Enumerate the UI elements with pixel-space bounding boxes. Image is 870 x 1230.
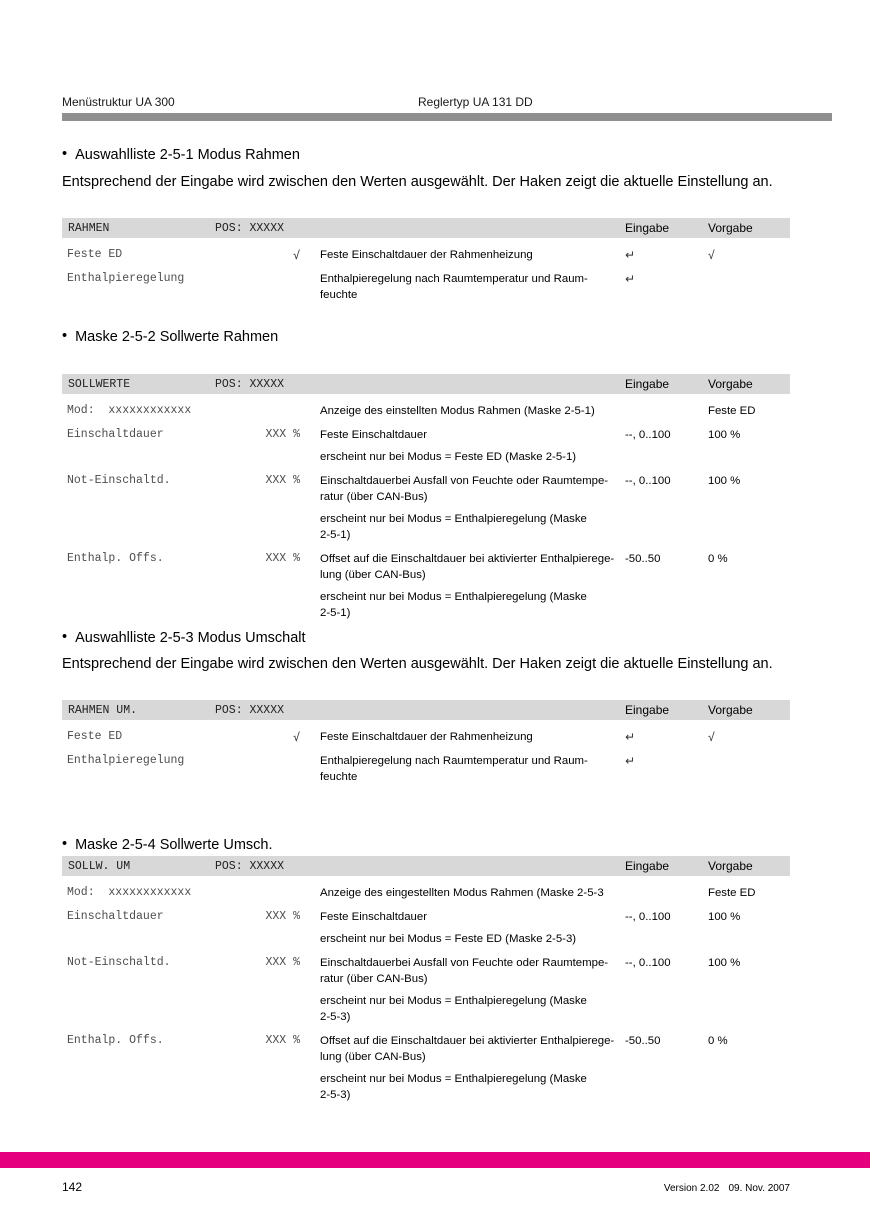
param-value: XXX % <box>265 910 300 923</box>
description-line: Einschaltdauerbei Ausfall von Feuchte oder Raumtempe- <box>320 475 609 487</box>
table-row <box>62 427 790 465</box>
vorgabe-value: 0 % <box>708 553 728 565</box>
description-line: Einschaltdauerbei Ausfall von Feuchte oder Raumtempe- <box>320 957 609 969</box>
param-label: Not-Einschaltd. <box>67 474 171 487</box>
header-rule <box>62 113 832 121</box>
eingabe-value: --, 0..100 <box>625 475 671 487</box>
enter-key-icon: ↵ <box>625 272 636 286</box>
description-line: 2-5-1) <box>320 607 351 619</box>
eingabe-value: --, 0..100 <box>625 911 671 923</box>
bullet-icon: • <box>62 146 68 162</box>
col-header-eingabe: Eingabe <box>625 703 670 717</box>
param-table <box>62 700 790 785</box>
eingabe-value: --, 0..100 <box>625 429 671 441</box>
table-row <box>62 729 790 745</box>
description-line: erscheint nur bei Modus = Enthalpieregelung (Maske <box>320 513 587 525</box>
description-paragraph <box>320 403 617 419</box>
description-line: 2-5-3) <box>320 1011 351 1023</box>
description-line: lung (über CAN-Bus) <box>320 569 426 581</box>
description-line: erscheint nur bei Modus = Enthalpieregelung (Maske <box>320 995 587 1007</box>
table-row <box>62 753 790 785</box>
param-table <box>62 856 790 1103</box>
section-heading <box>62 328 278 346</box>
row-description <box>320 247 617 263</box>
description-line: Feste Einschaltdauer <box>320 911 428 923</box>
section-heading <box>62 146 300 164</box>
section-intro: Entsprechend der Eingabe wird zwischen den Werten ausgewählt. Der Haken zeigt die aktuelle Einstellung an. <box>62 174 773 190</box>
description-line: feuchte <box>320 289 358 301</box>
table-title: SOLLWERTE <box>68 377 131 391</box>
description-paragraph <box>320 909 617 925</box>
description-paragraph <box>320 753 617 785</box>
section-heading-text: Auswahlliste 2-5-3 Modus Umschalt <box>75 630 306 646</box>
row-description <box>320 1033 617 1103</box>
enter-key-icon: ↵ <box>625 730 636 744</box>
section-heading-text: Maske 2-5-2 Sollwerte Rahmen <box>75 329 279 345</box>
description-paragraph <box>320 993 617 1025</box>
row-description <box>320 551 617 621</box>
check-icon: √ <box>708 248 715 262</box>
check-icon: √ <box>708 730 715 744</box>
description-paragraph <box>320 551 617 583</box>
table-header-row <box>62 856 790 876</box>
table-pos: POS: XXXXX <box>215 377 285 391</box>
version-info <box>664 1183 790 1194</box>
eingabe-value: -50..50 <box>625 553 661 565</box>
description-line: ratur (über CAN-Bus) <box>320 973 428 985</box>
section-heading <box>62 836 273 854</box>
param-value: XXX % <box>265 474 300 487</box>
row-description <box>320 403 617 419</box>
description-line: lung (über CAN-Bus) <box>320 1051 426 1063</box>
description-line: erscheint nur bei Modus = Feste ED (Maske 2-5-1) <box>320 451 577 463</box>
param-label: Enthalp. Offs. <box>67 1034 164 1047</box>
version-date: 09. Nov. 2007 <box>728 1183 790 1194</box>
enter-key-icon: ↵ <box>625 248 636 262</box>
col-header-eingabe: Eingabe <box>625 377 670 391</box>
table-header-row <box>62 374 790 394</box>
running-header-right: Reglertyp UA 131 DD <box>418 95 533 109</box>
description-line: erscheint nur bei Modus = Enthalpieregelung (Maske <box>320 1073 587 1085</box>
section-heading-text: Auswahlliste 2-5-1 Modus Rahmen <box>75 147 300 163</box>
table-header-row <box>62 218 790 238</box>
description-paragraph <box>320 729 617 745</box>
param-label: Mod: xxxxxxxxxxxx <box>67 886 192 899</box>
row-description <box>320 753 617 785</box>
table-row <box>62 473 790 543</box>
col-header-vorgabe: Vorgabe <box>708 377 753 391</box>
param-table <box>62 374 790 621</box>
description-line: Offset auf die Einschaltdauer bei aktivierter Enthalpierege- <box>320 1035 615 1047</box>
param-label: Einschaltdauer <box>67 428 164 441</box>
description-paragraph <box>320 271 617 303</box>
description-line: erscheint nur bei Modus = Enthalpieregelung (Maske <box>320 591 587 603</box>
row-description <box>320 729 617 745</box>
enter-key-icon: ↵ <box>625 754 636 768</box>
version-label: Version 2.02 <box>663 1183 720 1194</box>
param-value: XXX % <box>265 956 300 969</box>
table-row <box>62 1033 790 1103</box>
row-description <box>320 909 617 947</box>
vorgabe-value: Feste ED <box>708 405 756 417</box>
vorgabe-value: 0 % <box>708 1035 728 1047</box>
param-value: XXX % <box>265 552 300 565</box>
vorgabe-value: Feste ED <box>708 887 756 899</box>
table-title: SOLLW. UM <box>68 859 131 873</box>
description-line: Feste Einschaltdauer <box>320 429 428 441</box>
section-heading <box>62 629 306 647</box>
col-header-vorgabe: Vorgabe <box>708 859 753 873</box>
description-paragraph <box>320 1033 617 1065</box>
row-description <box>320 473 617 543</box>
row-description <box>320 271 617 303</box>
param-label: Feste ED <box>67 248 123 261</box>
description-paragraph <box>320 1071 617 1103</box>
table-pos: POS: XXXXX <box>215 859 285 873</box>
description-paragraph <box>320 427 617 443</box>
table-title: RAHMEN <box>68 221 110 235</box>
param-value: XXX % <box>265 428 300 441</box>
col-header-eingabe: Eingabe <box>625 221 670 235</box>
table-row <box>62 403 790 419</box>
description-paragraph <box>320 885 617 901</box>
col-header-vorgabe: Vorgabe <box>708 703 753 717</box>
description-paragraph <box>320 511 617 543</box>
table-header-row <box>62 700 790 720</box>
col-header-vorgabe: Vorgabe <box>708 221 753 235</box>
description-paragraph <box>320 473 617 505</box>
table-row <box>62 909 790 947</box>
bullet-icon: • <box>62 836 68 852</box>
table-title: RAHMEN UM. <box>68 703 138 717</box>
vorgabe-value: 100 % <box>708 475 741 487</box>
row-description <box>320 427 617 465</box>
running-header-left: Menüstruktur UA 300 <box>62 95 175 109</box>
col-header-eingabe: Eingabe <box>625 859 670 873</box>
bullet-icon: • <box>62 328 68 344</box>
param-value: XXX % <box>265 1034 300 1047</box>
table-row <box>62 551 790 621</box>
eingabe-value: -50..50 <box>625 1035 661 1047</box>
param-label: Enthalpieregelung <box>67 272 185 285</box>
table-pos: POS: XXXXX <box>215 221 285 235</box>
table-row <box>62 247 790 263</box>
param-label: Enthalpieregelung <box>67 754 185 767</box>
table-row <box>62 271 790 303</box>
description-line: 2-5-1) <box>320 529 351 541</box>
description-line: feuchte <box>320 771 358 783</box>
param-table <box>62 218 790 303</box>
eingabe-value: --, 0..100 <box>625 957 671 969</box>
description-line: Anzeige des eingestellten Modus Rahmen (Maske 2-5-3 <box>320 887 604 899</box>
description-line: erscheint nur bei Modus = Feste ED (Maske 2-5-3) <box>320 933 577 945</box>
page-number: 142 <box>62 1180 83 1194</box>
vorgabe-value: 100 % <box>708 911 741 923</box>
table-row <box>62 885 790 901</box>
table-pos: POS: XXXXX <box>215 703 285 717</box>
description-line: Feste Einschaltdauer der Rahmenheizung <box>320 249 533 261</box>
row-description <box>320 955 617 1025</box>
param-label: Einschaltdauer <box>67 910 164 923</box>
bullet-icon: • <box>62 629 68 645</box>
description-paragraph <box>320 931 617 947</box>
param-label: Mod: xxxxxxxxxxxx <box>67 404 192 417</box>
param-label: Enthalp. Offs. <box>67 552 164 565</box>
param-label: Feste ED <box>67 730 123 743</box>
description-line: Enthalpieregelung nach Raumtemperatur und Raum- <box>320 755 588 767</box>
description-line: 2-5-3) <box>320 1089 351 1101</box>
description-line: Enthalpieregelung nach Raumtemperatur und Raum- <box>320 273 588 285</box>
footer-accent-bar <box>0 1152 870 1168</box>
check-icon: √ <box>293 248 300 262</box>
table-row <box>62 955 790 1025</box>
vorgabe-value: 100 % <box>708 429 741 441</box>
description-line: Offset auf die Einschaltdauer bei aktivierter Enthalpierege- <box>320 553 615 565</box>
check-icon: √ <box>293 730 300 744</box>
description-paragraph <box>320 589 617 621</box>
vorgabe-value: 100 % <box>708 957 741 969</box>
description-paragraph <box>320 955 617 987</box>
param-label: Not-Einschaltd. <box>67 956 171 969</box>
section-heading-text: Maske 2-5-4 Sollwerte Umsch. <box>75 837 273 853</box>
row-description <box>320 885 617 901</box>
description-paragraph <box>320 449 617 465</box>
description-paragraph <box>320 247 617 263</box>
description-line: Feste Einschaltdauer der Rahmenheizung <box>320 731 533 743</box>
description-line: Anzeige des einstellten Modus Rahmen (Maske 2-5-1) <box>320 405 595 417</box>
description-line: ratur (über CAN-Bus) <box>320 491 428 503</box>
section-intro: Entsprechend der Eingabe wird zwischen den Werten ausgewählt. Der Haken zeigt die aktuelle Einstellung an. <box>62 656 773 672</box>
